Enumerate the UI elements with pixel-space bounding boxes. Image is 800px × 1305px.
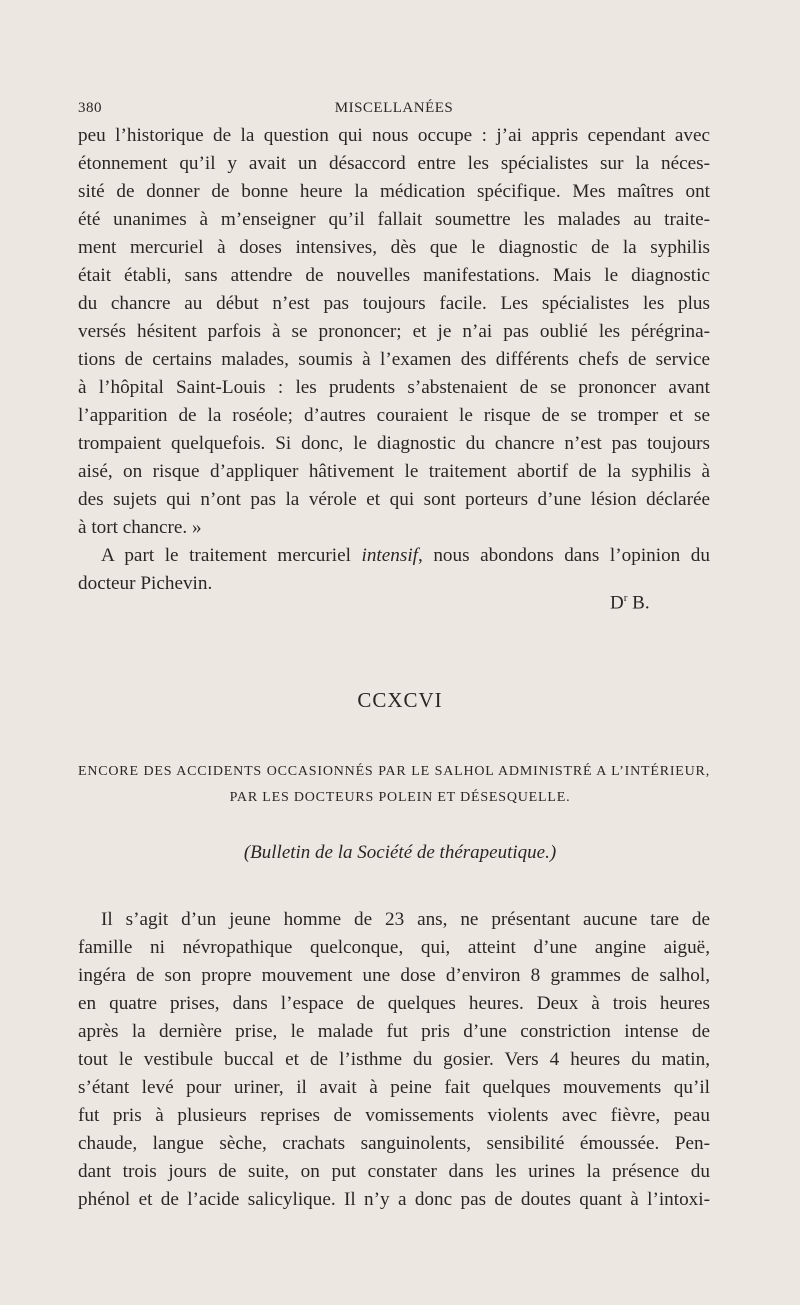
text-line: fut pris à plusieurs reprises de vomissements violents avec fièvre, peau: [78, 1105, 710, 1126]
text-line: à l’hôpital Saint-Louis : les prudents s’abstenaient de se prononcer avant: [78, 377, 710, 398]
text-line: après la dernière prise, le malade fut pris d’une constriction intense de: [78, 1021, 710, 1042]
text-line: peu l’historique de la question qui nous occupe : j’ai appris cependant avec: [78, 125, 710, 146]
text-line: versés hésitent parfois à se prononcer; et je n’ai pas oublié les pérégrina-: [78, 321, 710, 342]
running-title: MISCELLANÉES: [334, 100, 454, 116]
signature-dr: D: [610, 592, 624, 614]
text-line: docteur Pichevin.: [78, 573, 213, 594]
text-line: [101, 546, 710, 565]
text-line: des sujets qui n’ont pas la vérole et qui sont porteurs d’une lésion déclarée: [78, 489, 710, 510]
signature-superscript: r: [623, 592, 628, 604]
text-line: aisé, on risque d’appliquer hâtivement le traitement abortif de la syphilis à: [78, 461, 710, 482]
text-run: , nous abondons dans l’opinion du: [417, 545, 710, 566]
text-line: s’étant levé pour uriner, il avait à peine fait quelques mouvements qu’il: [78, 1077, 710, 1098]
text-line: l’apparition de la roséole; d’autres couraient le risque de se tromper et se: [78, 405, 710, 426]
text-line: en quatre prises, dans l’espace de quelques heures. Deux à trois heures: [78, 993, 710, 1014]
text-line: trompaient quelquefois. Si donc, le diagnostic du chancre n’est pas toujours: [78, 433, 710, 454]
text-line: dant trois jours de suite, on put constater dans les urines la présence du: [78, 1161, 710, 1182]
section-numeral: CCXCVI: [357, 688, 443, 712]
source-citation: (Bulletin de la Société de thérapeutique.): [243, 842, 557, 863]
section-title-line-2: PAR LES DOCTEURS POLEIN ET DÉSESQUELLE.: [229, 790, 571, 805]
italic-word: intensif: [361, 545, 418, 566]
text-line: étonnement qu’il y avait un désaccord entre les spécialistes sur la néces-: [78, 153, 710, 174]
text-line: à tort chancre. »: [78, 517, 202, 538]
text-line: phénol et de l’acide salicylique. Il n’y a donc pas de doutes quant à l’intoxi-: [78, 1189, 710, 1210]
page-number: 380: [78, 100, 102, 116]
text-line: du chancre au début n’est pas toujours facile. Les spécialistes les plus: [78, 293, 710, 314]
signature-name: B.: [627, 592, 650, 614]
text-line: tions de certains malades, soumis à l’examen des différents chefs de service: [78, 349, 710, 370]
text-line: famille ni névropathique quelconque, qui, atteint d’une angine aiguë,: [78, 937, 710, 958]
signature: [610, 592, 650, 614]
text-line: Il s’agit d’un jeune homme de 23 ans, ne présentant aucune tare de: [101, 909, 710, 930]
text-line: ingéra de son propre mouvement une dose d’environ 8 grammes de salhol,: [78, 965, 710, 986]
section-title-line-1: ENCORE DES ACCIDENTS OCCASIONNÉS PAR LE SALHOL ADMINISTRÉ A L’INTÉRIEUR,: [78, 764, 710, 779]
text-line: ment mercuriel à doses intensives, dès que le diagnostic de la syphilis: [78, 237, 710, 258]
text-line: été unanimes à m’enseigner qu’il fallait soumettre les malades au traite-: [78, 209, 710, 230]
text-line: sité de donner de bonne heure la médication spécifique. Mes maîtres ont: [78, 181, 710, 202]
text-line: tout le vestibule buccal et de l’isthme du gosier. Vers 4 heures du matin,: [78, 1049, 710, 1070]
text-line: était établi, sans attendre de nouvelles manifestations. Mais le diagnostic: [78, 265, 710, 286]
text-line: chaude, langue sèche, crachats sanguinolents, sensibilité émoussée. Pen-: [78, 1133, 710, 1154]
text-run: A part le traitement mercuriel: [101, 545, 362, 566]
